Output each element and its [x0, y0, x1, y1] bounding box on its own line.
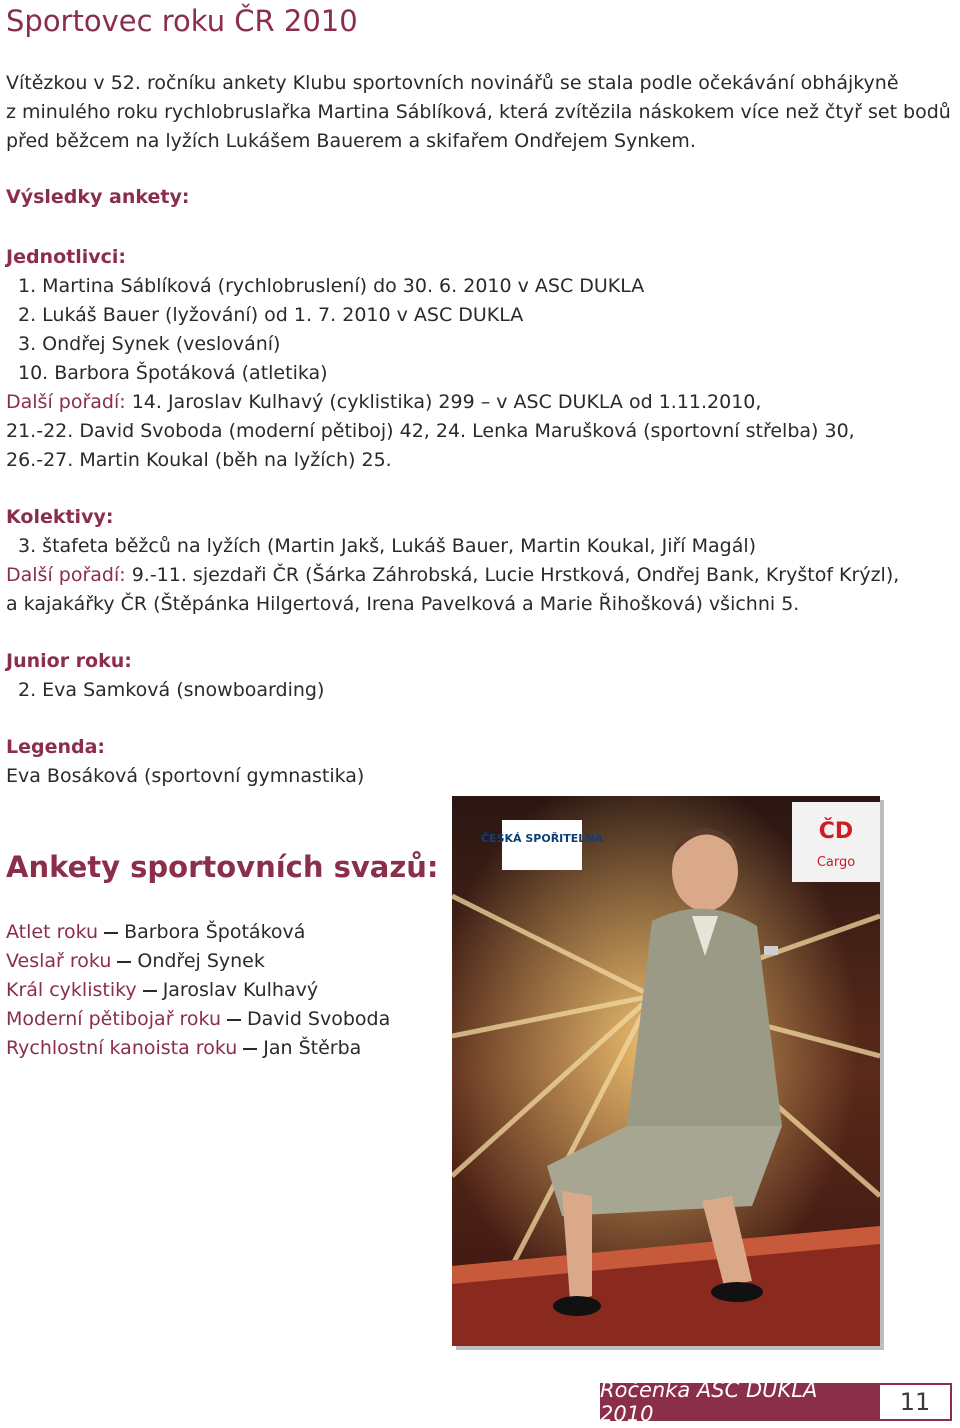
other-ranks-text: 9.-11. sjezdaři ČR (Šárka Záhrobská, Lucie Hrstková, Ondřej Bank, Kryštof Krýzl), — [125, 564, 900, 586]
list-item: 10. Barbora Špotáková (atletika) — [18, 362, 328, 384]
sponsor-sign — [502, 820, 582, 870]
other-ranks-line: a kajakářky ČR (Štěpánka Hilgertová, Irena Pavelková a Marie Řihošková) všichni 5. — [6, 593, 800, 615]
other-ranks-line: 21.-22. David Svoboda (moderní pětiboj) 42, 24. Lenka Marušková (sportovní střelba) 30, — [6, 420, 855, 442]
sponsor-text: ČESKÁ SPOŘITELNA — [480, 832, 604, 845]
other-ranks-line — [6, 388, 855, 417]
intro-line: z minulého roku rychlobruslařka Martina Sáblíková, která zvítězila náskokem více než čtyř set bodů — [6, 101, 951, 123]
cd-logo: ČD — [818, 819, 854, 844]
federations-list — [6, 918, 390, 1063]
athlete-photo — [452, 796, 880, 1346]
list-item: 3. štafeta běžců na lyžích (Martin Jakš, Lukáš Bauer, Martin Koukal, Jiří Magál) — [18, 535, 757, 557]
intro-line: před běžcem na lyžích Lukášem Bauerem a skifařem Ondřejem Synkem. — [6, 130, 696, 152]
results-heading: Výsledky ankety: — [6, 186, 190, 208]
dash — [117, 961, 131, 963]
federation-label: Veslař roku — [6, 950, 112, 972]
other-ranks-text: 14. Jaroslav Kulhavý (cyklistika) 299 – v ASC DUKLA od 1.11.2010, — [125, 391, 762, 413]
federation-item — [6, 947, 390, 976]
cargo-text: Cargo — [816, 855, 856, 870]
federation-label: Moderní pětibojař roku — [6, 1008, 222, 1030]
other-ranks-label: Další pořadí: — [6, 564, 126, 586]
dash — [227, 1019, 241, 1021]
collectives-heading: Kolektivy: — [6, 506, 114, 528]
federation-label: Rychlostní kanoista roku — [6, 1037, 238, 1059]
list-item: Eva Bosáková (sportovní gymnastika) — [6, 765, 365, 787]
legend-section — [6, 733, 364, 791]
federation-item — [6, 1005, 390, 1034]
other-ranks-line: 26.-27. Martin Koukal (běh na lyžích) 25. — [6, 449, 392, 471]
federation-winner: David Svoboda — [247, 1008, 391, 1030]
federation-winner: Barbora Špotáková — [124, 921, 306, 943]
federation-winner: Jaroslav Kulhavý — [162, 979, 319, 1001]
page-title: Sportovec roku ČR 2010 — [6, 4, 358, 38]
collectives-section — [6, 503, 899, 619]
legend-heading: Legenda: — [6, 736, 106, 758]
list-item: 1. Martina Sáblíková (rychlobruslení) do 30. 6. 2010 v ASC DUKLA — [18, 275, 645, 297]
federation-item — [6, 976, 390, 1005]
footer — [600, 1378, 952, 1426]
individuals-heading: Jednotlivci: — [6, 246, 127, 268]
list-item: 3. Ondřej Synek (veslování) — [18, 333, 281, 355]
federation-label: Král cyklistiky — [6, 979, 137, 1001]
intro-line: Vítězkou v 52. ročníku ankety Klubu sportovních novinářů se stala podle očekávání obhájkyně — [6, 72, 899, 94]
individuals-section — [6, 243, 855, 475]
list-item: 2. Lukáš Bauer (lyžování) od 1. 7. 2010 v ASC DUKLA — [18, 304, 524, 326]
federation-winner: Jan Štěrba — [263, 1037, 362, 1059]
dash — [143, 990, 157, 992]
dash — [104, 932, 118, 934]
dash — [243, 1048, 257, 1050]
federation-item — [6, 1034, 390, 1063]
junior-section — [6, 647, 324, 705]
junior-heading: Junior roku: — [6, 650, 132, 672]
federation-item — [6, 918, 390, 947]
footer-label: Ročenka ASC DUKLA 2010 — [600, 1383, 878, 1421]
federations-heading: Ankety sportovních svazů: — [6, 850, 439, 884]
photo-illustration — [452, 796, 880, 1346]
results-section — [6, 186, 189, 208]
federation-label: Atlet roku — [6, 921, 99, 943]
other-ranks-label: Další pořadí: — [6, 391, 126, 413]
list-item: 2. Eva Samková (snowboarding) — [18, 679, 325, 701]
page-number: 11 — [878, 1383, 952, 1421]
federation-winner: Ondřej Synek — [137, 950, 265, 972]
intro-paragraph — [6, 69, 951, 156]
other-ranks-line — [6, 561, 899, 590]
